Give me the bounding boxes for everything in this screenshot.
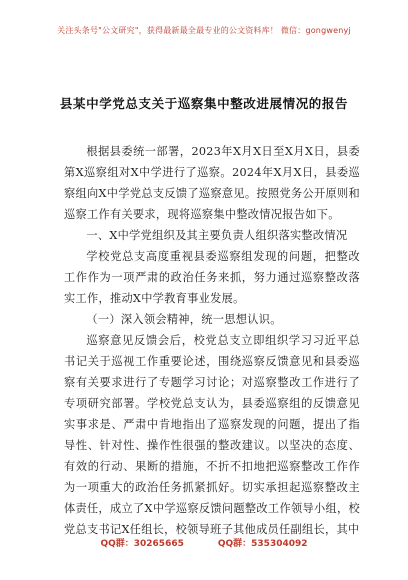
section-heading-1: 一、X中学党组织及其主要负责人组织落实整改情况 [86, 229, 348, 242]
footer-bar [0, 536, 408, 552]
footer-qq-left: QQ群：30265665 [100, 539, 184, 549]
subsection-heading-1: （一）深入领会精神，统一思想认识。 [86, 313, 282, 326]
paragraph-intro: 根据县委统一部署，2023年X月X日至X月X日，县委第X巡察组对X中学进行了巡察。2024年X月X日，县委巡察组向X中学党总支反馈了巡察意见。按照党务公开原则和巡察工作有关要求，现将巡察集中整改情况报告如下。 [64, 145, 360, 221]
header-banner [0, 0, 408, 60]
paragraph-section-1: 学校党总支高度重视县委巡察组发现的问题，把整改工作作为一项严肃的政治任务来抓，努力通过巡察整改落实工作，推动X中学教育事业发展。 [64, 250, 360, 305]
document-body [64, 141, 360, 540]
document-title: 县某中学党总支关于巡察集中整改进展情况的报告 [59, 96, 349, 111]
footer-qq-right: QQ群：535304092 [217, 539, 308, 549]
paragraph-subsection-1: 巡察意见反馈会后，校党总支立即组织学习习近平总书记关于巡视工作重要论述，围绕巡察反馈意见和县委巡察有关要求进行了专题学习讨论；对巡察整改工作进行了专项研究部署。学校党总支认为，县委巡察组的反馈意见实事求是、严肃中肯地指出了巡察发现的问题，提出了指导性、针对性、操作性很强的整改建议。以坚决的态度、有效的行动、果断的措施，不折不扣地把巡察整改工作作为一项重大的政治任务抓紧抓好。切实承担起巡察整改主体责任，成立了X中学巡察反馈问题整改工作领导小组，校党总支书记X任组长，校领导班子其他成员任副组长，其中 [64, 334, 360, 536]
banner-text: 关注头条号"公文研究"，获得最新最全最专业的公文资料库！ 微信：gongwenyj [57, 25, 351, 35]
